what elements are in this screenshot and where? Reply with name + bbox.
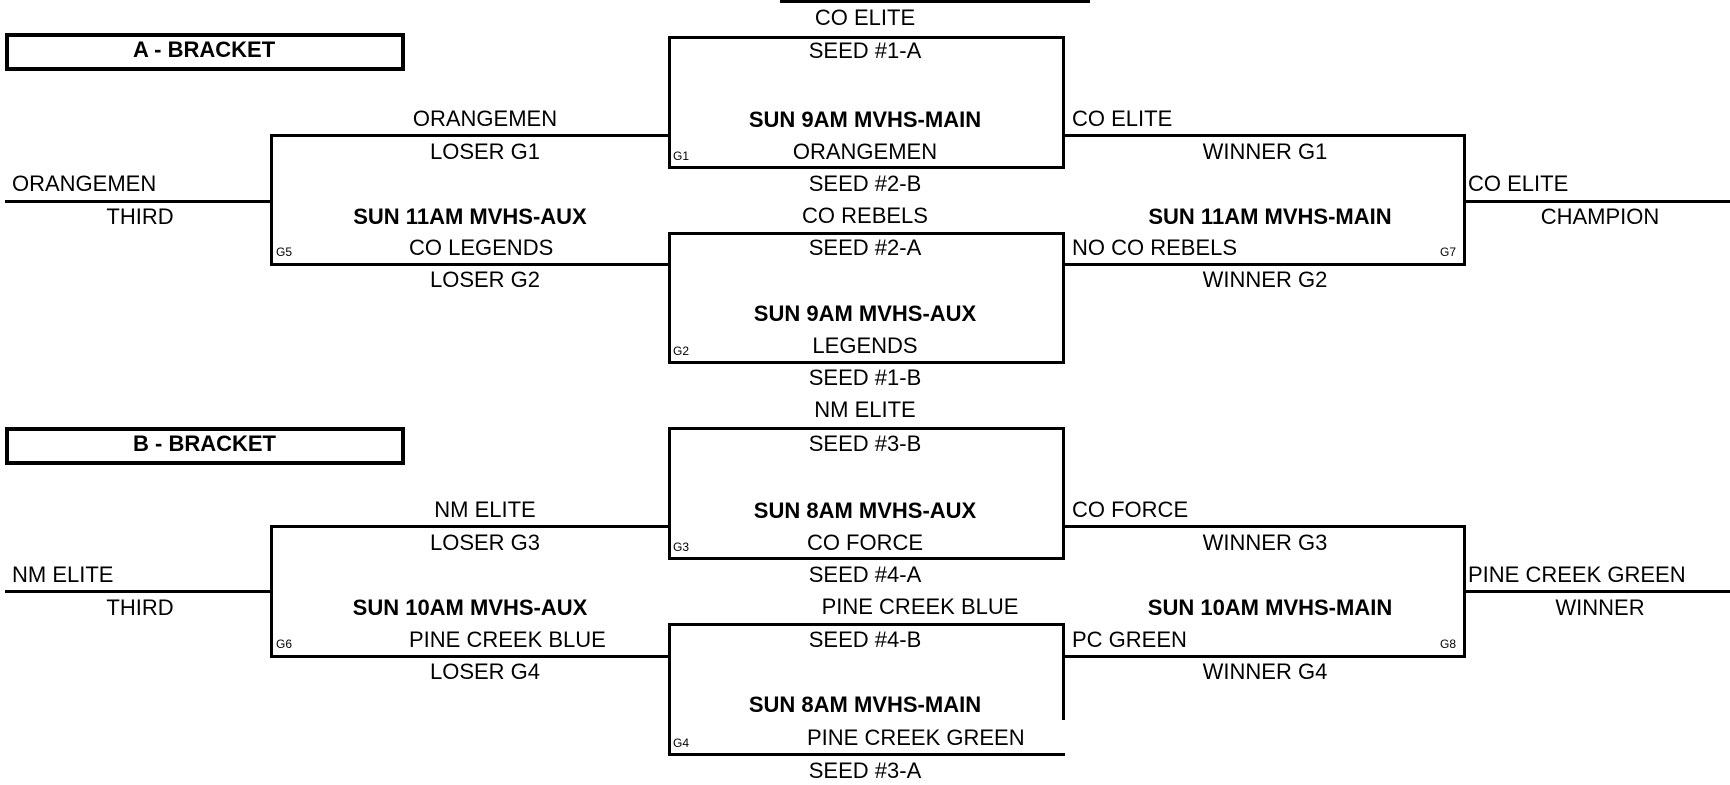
g8-team-top: CO FORCE <box>1072 497 1189 522</box>
g4-left-line <box>668 623 671 756</box>
g5-label: G5 <box>276 245 293 259</box>
g6-result-team: NM ELITE <box>12 562 114 587</box>
g7-result-line <box>1464 200 1730 203</box>
g1-seed-bottom: SEED #2-B <box>808 171 922 196</box>
g5-result-place: THIRD <box>106 204 174 229</box>
g5-bottom-line <box>270 263 670 266</box>
a-bracket-header-label: A - BRACKET <box>133 37 276 62</box>
g1-bottom-line <box>668 166 1065 169</box>
g5-source-top: LOSER G1 <box>429 139 541 164</box>
g6-source-top: LOSER G3 <box>429 530 541 555</box>
g8-source-bottom: WINNER G4 <box>1202 659 1328 684</box>
g2-label: G2 <box>673 344 690 358</box>
g5-top-line <box>270 134 670 137</box>
g3-bottom-line <box>668 557 1065 560</box>
g1-right-line <box>1062 36 1065 168</box>
g6-time: SUN 10AM MVHS-AUX <box>352 595 588 620</box>
g2-time: SUN 9AM MVHS-AUX <box>753 301 977 326</box>
g2-team-top: CO REBELS <box>802 203 928 228</box>
g5-time: SUN 11AM MVHS-AUX <box>353 204 587 229</box>
g7-team-bottom: NO CO REBELS <box>1072 235 1238 260</box>
g2-bottom-line <box>668 361 1065 364</box>
g8-team-bottom: PC GREEN <box>1072 627 1187 652</box>
g2-team-bottom: LEGENDS <box>812 333 918 358</box>
g7-top-line <box>1063 134 1466 137</box>
g5-team-top: ORANGEMEN <box>412 106 558 131</box>
b-bracket-header-label: B - BRACKET <box>133 431 276 456</box>
g7-result-team: CO ELITE <box>1468 171 1569 196</box>
g3-label: G3 <box>673 540 690 554</box>
g6-label: G6 <box>276 637 293 651</box>
g4-seed-top: SEED #4-B <box>808 627 922 652</box>
b-top-slot-team: NM ELITE <box>814 397 916 422</box>
g1-left-line <box>668 36 671 168</box>
g1-team-bottom: ORANGEMEN <box>792 139 938 164</box>
g8-time: SUN 10AM MVHS-MAIN <box>1147 595 1393 620</box>
g4-bottom-line <box>668 753 1065 756</box>
g4-team-top: PINE CREEK BLUE <box>821 594 1019 619</box>
g7-result-place: CHAMPION <box>1540 204 1660 229</box>
g1-seed-top: SEED #1-A <box>808 38 922 63</box>
g8-result-place: WINNER <box>1555 595 1645 620</box>
g7-time: SUN 11AM MVHS-MAIN <box>1148 204 1392 229</box>
g2-left-line <box>668 232 671 364</box>
g8-result-team: PINE CREEK GREEN <box>1468 562 1686 587</box>
g8-label: G8 <box>1440 637 1457 651</box>
g4-seed-bottom: SEED #3-A <box>808 758 922 783</box>
g4-team-bottom: PINE CREEK GREEN <box>807 725 1025 750</box>
g1-label: G1 <box>673 149 690 163</box>
g7-bottom-line <box>1063 263 1466 266</box>
g3-seed-top: SEED #3-B <box>808 431 922 456</box>
g6-source-bottom: LOSER G4 <box>429 659 541 684</box>
g2-seed-top: SEED #2-A <box>808 235 922 260</box>
g7-source-top: WINNER G1 <box>1202 139 1328 164</box>
g4-right-line <box>1062 623 1065 720</box>
g3-team-bottom: CO FORCE <box>806 530 924 555</box>
g3-top-line <box>668 427 1065 430</box>
a-bracket-header <box>5 33 405 71</box>
a-top-slot-team: CO ELITE <box>814 5 916 30</box>
g7-label: G7 <box>1440 245 1457 259</box>
g8-result-line <box>1464 590 1730 593</box>
a-top-line <box>780 0 1090 3</box>
g7-source-bottom: WINNER G2 <box>1202 267 1328 292</box>
g7-team-top: CO ELITE <box>1072 106 1173 131</box>
g4-time: SUN 8AM MVHS-MAIN <box>748 692 982 717</box>
g2-right-line <box>1062 232 1065 364</box>
g3-time: SUN 8AM MVHS-AUX <box>753 498 977 523</box>
g8-top-line <box>1063 525 1466 528</box>
g6-team-bottom: PINE CREEK BLUE <box>409 627 606 652</box>
g8-source-top: WINNER G3 <box>1202 530 1328 555</box>
g6-top-line <box>270 525 670 528</box>
g6-result-place: THIRD <box>106 595 174 620</box>
g5-result-team: ORANGEMEN <box>12 171 157 196</box>
g8-bottom-line <box>1063 655 1466 658</box>
g4-top-line <box>668 623 1065 626</box>
g6-team-top: NM ELITE <box>434 497 536 522</box>
g4-label: G4 <box>673 736 690 750</box>
g2-seed-bottom: SEED #1-B <box>808 365 922 390</box>
g6-bottom-line <box>270 655 670 658</box>
g6-result-line <box>5 590 272 593</box>
g1-time: SUN 9AM MVHS-MAIN <box>748 107 982 132</box>
g5-source-bottom: LOSER G2 <box>429 267 541 292</box>
g3-right-line <box>1062 427 1065 560</box>
g3-seed-bottom: SEED #4-A <box>808 562 922 587</box>
b-bracket-header <box>5 427 405 465</box>
g3-left-line <box>668 427 671 560</box>
g5-team-bottom: CO LEGENDS <box>409 235 554 260</box>
g5-result-line <box>5 200 272 203</box>
